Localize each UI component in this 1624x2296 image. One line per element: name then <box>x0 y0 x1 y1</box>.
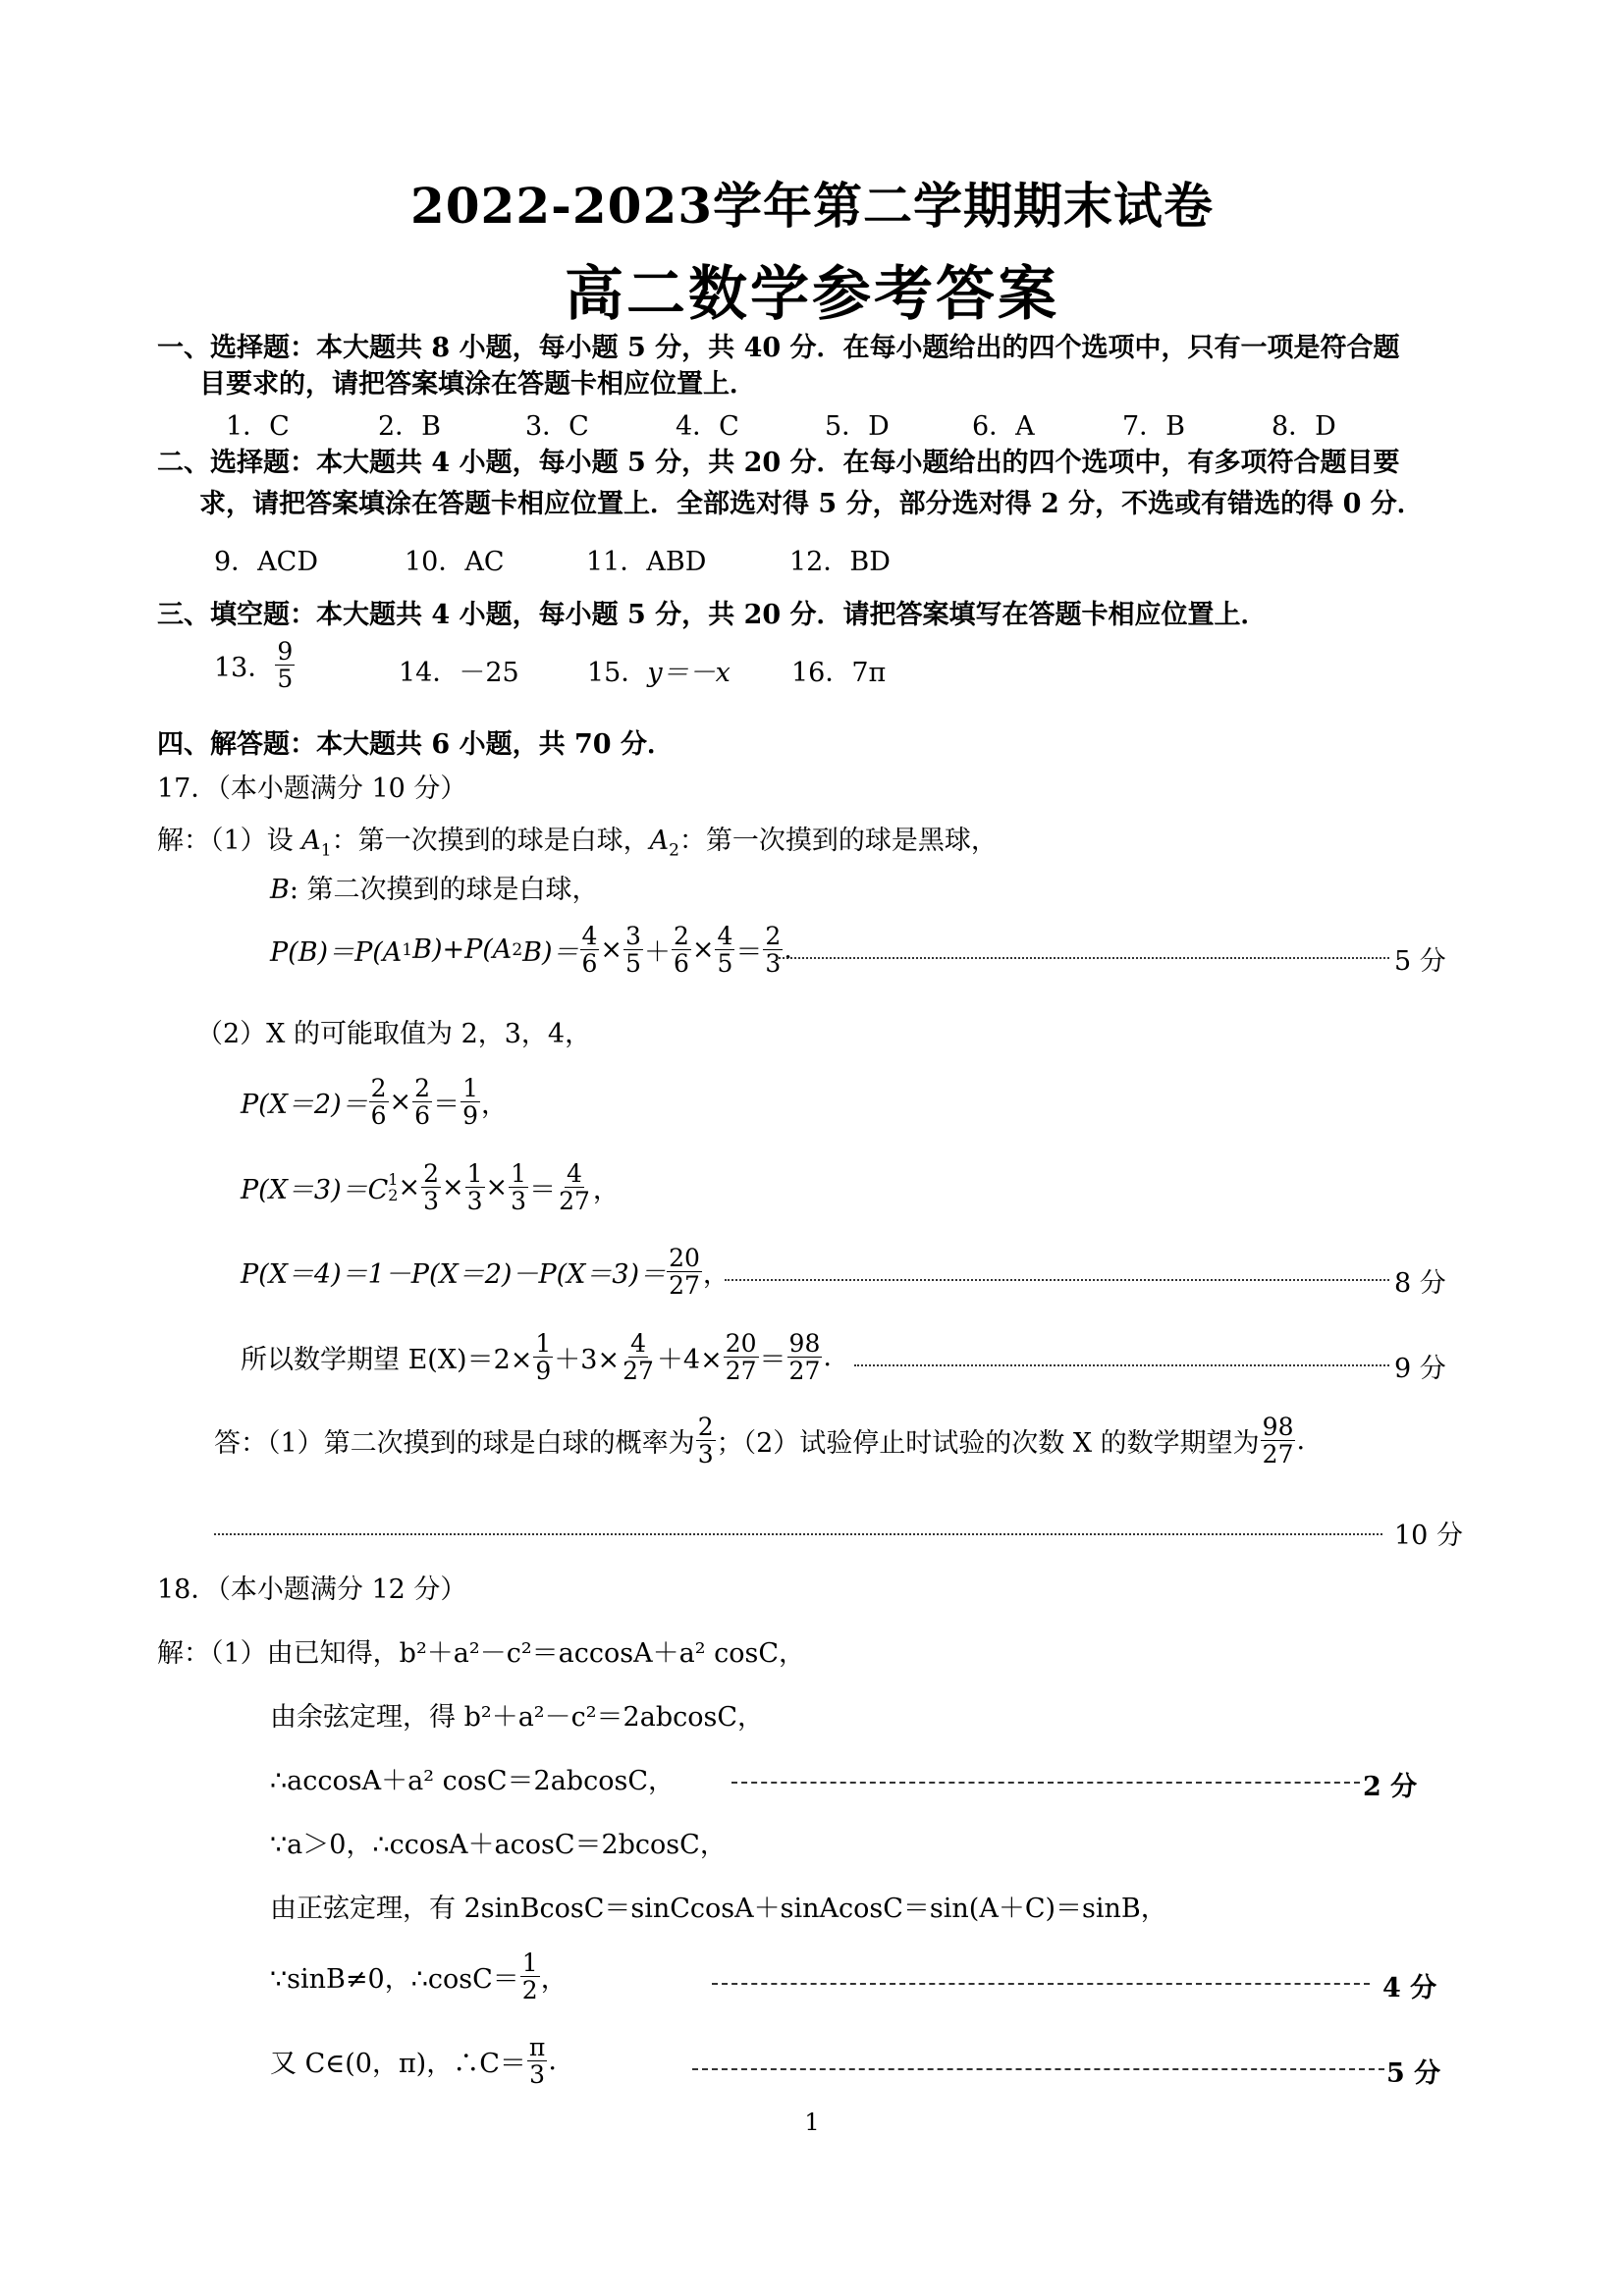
answer-2: 2．B <box>378 411 442 442</box>
q18-score-4: 4 分 <box>1382 1973 1437 2003</box>
equals: ＝ <box>735 937 763 968</box>
period: . <box>1296 1425 1306 1456</box>
dotted-leader <box>214 1533 1382 1535</box>
numerator: 2 <box>673 922 689 950</box>
times: × <box>691 934 715 965</box>
dotted-leader <box>854 1364 1389 1366</box>
answer-10: 10．AC <box>405 547 505 577</box>
dashed-leader <box>731 1782 1360 1784</box>
period: . <box>548 2046 557 2076</box>
times: × <box>398 1172 421 1202</box>
fraction <box>724 1330 759 1384</box>
times: × <box>442 1172 464 1202</box>
text: 又 C∈(0，π)，∴C＝ <box>270 2049 526 2079</box>
numerator: 4 <box>717 922 733 950</box>
fraction <box>672 923 691 977</box>
numerator: 4 <box>630 1329 646 1358</box>
fraction <box>580 923 600 977</box>
numerator: 98 <box>788 1329 821 1358</box>
numerator: 2 <box>423 1159 440 1188</box>
section4-heading: 四、解答题：本大题共 6 小题，共 70 分． <box>157 729 674 760</box>
times: × <box>600 934 623 965</box>
q17-score-10: 10 分 <box>1394 1521 1463 1551</box>
numerator: 20 <box>725 1329 757 1358</box>
fraction <box>621 1330 656 1384</box>
fraction <box>667 1245 702 1299</box>
denominator: 6 <box>414 1101 431 1130</box>
q18-score-5: 5 分 <box>1386 2058 1441 2089</box>
numerator: 4 <box>567 1159 582 1188</box>
answer-13-label: 13． <box>214 653 275 683</box>
fraction <box>715 923 734 977</box>
section1-heading-line1: 一、选择题：本大题共 8 小题，每小题 5 分，共 40 分．在每小题给出的四个选项中，只有一项是符合题 <box>157 333 1400 363</box>
dashed-leader <box>692 2068 1384 2070</box>
text: P(X＝3)＝C <box>241 1175 389 1205</box>
q17-score-8: 8 分 <box>1394 1268 1446 1299</box>
numerator: 2 <box>765 922 782 950</box>
q18-line4: ∵a＞0，∴ccosA＋acosC＝2bcosC， <box>270 1830 727 1860</box>
denominator: 5 <box>625 949 641 978</box>
text: B)+P(A <box>412 934 513 965</box>
equals: ＝ <box>433 1090 460 1120</box>
numerator: 2 <box>370 1074 387 1102</box>
numerator: 2 <box>697 1413 714 1441</box>
numerator: 1 <box>511 1159 527 1188</box>
times: × <box>485 1172 509 1202</box>
text: ；（2）试验停止时试验的次数 X 的数学期望为 <box>716 1428 1260 1459</box>
denominator: 6 <box>581 949 598 978</box>
fraction <box>369 1075 389 1129</box>
denominator: 3 <box>423 1187 440 1215</box>
q17-conclusion <box>214 1414 1305 1468</box>
denominator: 27 <box>1262 1440 1294 1468</box>
denominator: 6 <box>370 1101 387 1130</box>
q17-expectation-equation <box>241 1330 832 1384</box>
numerator: 4 <box>581 922 598 950</box>
answer-13 <box>214 638 296 692</box>
fraction <box>412 1075 432 1129</box>
fraction <box>421 1160 441 1214</box>
comma: ， <box>592 1175 620 1205</box>
text: 解：（1）设 <box>157 826 302 856</box>
q18-header: 18．（本小题满分 12 分） <box>157 1575 467 1605</box>
fraction <box>520 1949 540 2003</box>
dotted-leader <box>725 1279 1389 1281</box>
section2-heading-line2: 求，请把答案填涂在答题卡相应位置上．全部选对得 5 分，部分选对得 2 分，不选或有错选的得 0 分． <box>199 489 1424 519</box>
denominator: 3 <box>529 2060 546 2089</box>
denominator: 2 <box>521 1976 538 2004</box>
fraction <box>557 1160 592 1214</box>
var-a: A <box>649 826 670 856</box>
numerator: 1 <box>535 1329 552 1358</box>
denominator: 6 <box>673 949 689 978</box>
comma: ， <box>540 1964 568 1995</box>
denominator: 27 <box>725 1357 757 1385</box>
fraction <box>465 1160 485 1214</box>
plus: ＋ <box>643 937 671 968</box>
q17-px2-equation <box>241 1075 508 1129</box>
subscript: 1 <box>402 939 413 960</box>
text: P(B)＝P(A <box>270 937 403 968</box>
q18-line2: 由余弦定理，得 b²＋a²－c²＝2abcosC， <box>270 1702 765 1733</box>
fraction <box>787 1330 823 1384</box>
fraction <box>509 1160 528 1214</box>
section3-heading: 三、填空题：本大题共 4 小题，每小题 5 分，共 20 分．请把答案填写在答题卡相应位置上． <box>157 600 1268 630</box>
fraction <box>696 1414 716 1468</box>
numerator: 1 <box>466 1159 483 1188</box>
q17-line2 <box>270 874 599 907</box>
q17-score-9: 9 分 <box>1394 1354 1446 1384</box>
denominator: 27 <box>559 1187 590 1215</box>
denominator: 27 <box>788 1357 821 1385</box>
times: × <box>389 1087 412 1117</box>
answer-4: 4．C <box>676 411 739 442</box>
subscript: 2 <box>388 1185 399 1204</box>
section1-heading-line2: 目要求的，请把答案填涂在答题卡相应位置上． <box>199 369 756 400</box>
text: ∵sinB≠0，∴cosC＝ <box>270 1964 519 1995</box>
denominator: 27 <box>623 1357 654 1385</box>
answer-6: 6．A <box>972 411 1035 442</box>
answer-15-label: 15． <box>587 658 648 688</box>
fraction <box>623 923 643 977</box>
answer-5: 5．D <box>825 411 890 442</box>
answer-12: 12．BD <box>789 547 891 577</box>
section2-heading-line1: 二、选择题：本大题共 4 小题，每小题 5 分，共 20 分．在每小题给出的四个选项中，有多项符合题目要 <box>157 448 1400 478</box>
q17-line1 <box>157 825 998 867</box>
q17-part2: （2）X 的可能取值为 2，3，4， <box>196 1019 592 1049</box>
dotted-leader <box>776 957 1389 959</box>
q18-score-2: 2 分 <box>1363 1772 1418 1802</box>
page-number: 1 <box>804 2109 820 2136</box>
text: P(X＝4)＝1－P(X＝2)－P(X＝3)＝ <box>241 1259 667 1290</box>
q18-line5: 由正弦定理，有 2sinBcosC＝sinCcosA＋sinAcosC＝sin(A＋C)＝sinB， <box>270 1894 1167 1924</box>
numerator: 20 <box>669 1244 700 1272</box>
subscript: 2 <box>512 939 523 960</box>
fraction <box>527 2034 547 2088</box>
q18-line6 <box>270 1949 568 2003</box>
numerator: 98 <box>1262 1413 1294 1441</box>
numerator: π <box>528 2033 546 2061</box>
numerator: 1 <box>521 1949 538 1977</box>
denominator: 3 <box>511 1187 527 1215</box>
combination-indices <box>388 1169 399 1204</box>
answer-11: 11．ABD <box>586 547 707 577</box>
answer-15-value: y＝－x <box>647 658 731 688</box>
subscript: 2 <box>669 840 679 861</box>
numerator: 2 <box>414 1074 431 1102</box>
text: 所以数学期望 E(X)＝2× <box>241 1345 533 1375</box>
answer-3: 3．C <box>525 411 589 442</box>
fraction <box>460 1075 480 1129</box>
denominator: 3 <box>466 1187 483 1215</box>
equals: ＝ <box>529 1175 557 1205</box>
period: . <box>823 1342 832 1372</box>
equals: ＝ <box>759 1345 786 1375</box>
denominator: 27 <box>669 1271 700 1300</box>
exam-title: 2022-2023学年第二学期期末试卷 <box>409 177 1215 235</box>
numerator: 3 <box>625 922 641 950</box>
fraction <box>533 1330 553 1384</box>
denominator: 9 <box>535 1357 552 1385</box>
answer-14: 14．－25 <box>399 658 519 688</box>
answer-15 <box>587 651 731 689</box>
text: B)＝ <box>522 937 579 968</box>
denominator: 3 <box>697 1440 714 1468</box>
q17-score-5: 5 分 <box>1394 946 1446 977</box>
answer-16: 16．7π <box>791 658 887 688</box>
q17-header: 17．（本小题满分 10 分） <box>157 774 467 804</box>
q17-px4-equation <box>241 1245 730 1299</box>
q17-px3-equation <box>241 1160 620 1214</box>
q18-line7 <box>270 2034 557 2088</box>
answer-9: 9．ACD <box>214 547 318 577</box>
denominator: 5 <box>717 949 733 978</box>
answer-8: 8．D <box>1272 411 1336 442</box>
denominator: 9 <box>462 1101 478 1130</box>
text: P(X＝2)＝ <box>241 1090 368 1120</box>
fraction <box>763 923 783 977</box>
q17-pb-equation <box>270 923 792 977</box>
denominator: 5 <box>277 665 294 693</box>
denominator: 3 <box>765 949 782 978</box>
text: ：第一次摸到的球是黑球， <box>678 826 998 856</box>
var-a: A <box>301 826 321 856</box>
text: : 第二次摸到的球是白球， <box>289 875 599 905</box>
period: . <box>784 934 792 965</box>
numerator: 1 <box>462 1074 478 1102</box>
comma: ， <box>702 1259 730 1290</box>
text: ＋3× <box>554 1345 621 1375</box>
answer-1: 1．C <box>226 411 290 442</box>
subscript: 1 <box>320 840 332 861</box>
exam-subtitle: 高二数学参考答案 <box>565 260 1059 329</box>
comma: ， <box>480 1090 508 1120</box>
text: ＋4× <box>656 1345 723 1375</box>
dashed-leader <box>712 1983 1370 1985</box>
numerator: 9 <box>277 637 294 666</box>
text: ：第一次摸到的球是白球， <box>331 826 650 856</box>
fraction <box>1261 1414 1296 1468</box>
var-b: B <box>270 875 290 905</box>
q18-line1: 解：（1）由已知得，b²＋a²－c²＝accosA＋a² cosC， <box>157 1638 805 1669</box>
answer-7: 7．B <box>1122 411 1186 442</box>
q18-line3: ∴accosA＋a² cosC＝2abcosC， <box>270 1766 675 1796</box>
superscript: 1 <box>388 1169 399 1189</box>
text: 答：（1）第二次摸到的球是白球的概率为 <box>214 1428 695 1459</box>
fraction <box>275 638 295 692</box>
